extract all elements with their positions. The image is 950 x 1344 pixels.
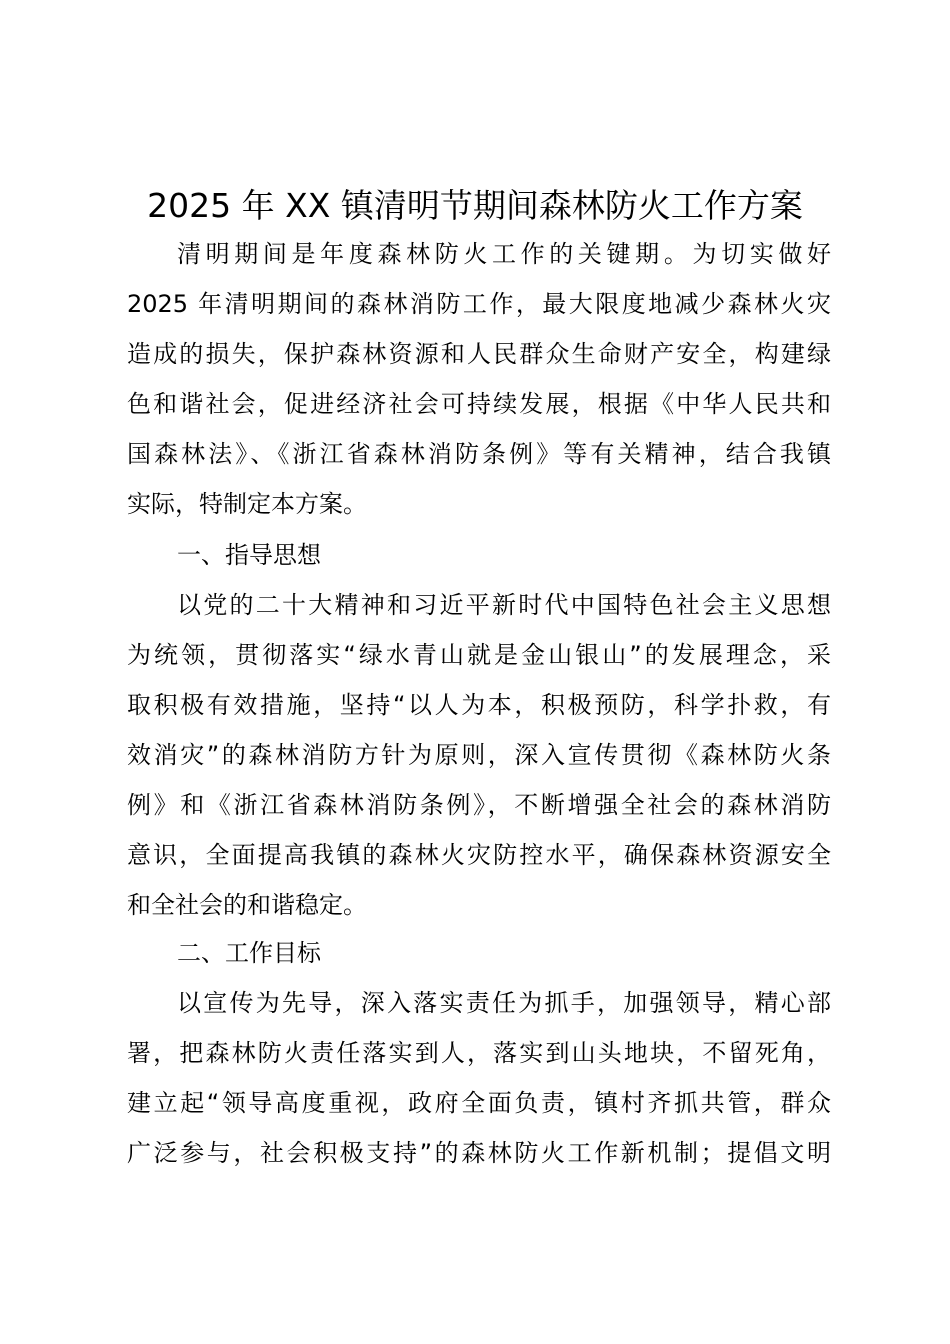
intro-line-2: 2025 年清明期间的森林消防工作，最大限度地减少森林火灾 (127, 290, 831, 318)
section-1-line-6: 意识，全面提高我镇的森林火灾防控水平，确保森林资源安全 (127, 841, 831, 869)
section-1-line-1: 以党的二十大精神和习近平新时代中国特色社会主义思想 (177, 591, 831, 619)
section-2-line-2: 署，把森林防火责任落实到人，落实到山头地块，不留死角， (127, 1039, 831, 1067)
section-2-heading: 二、工作目标 (177, 939, 321, 967)
section-1-line-3: 取积极有效措施，坚持“以人为本，积极预防，科学扑救，有 (127, 691, 831, 719)
document-title: 2025 年 XX 镇清明节期间森林防火工作方案 (147, 186, 803, 225)
section-1-line-7: 和全社会的和谐稳定。 (127, 891, 367, 919)
intro-line-1: 清明期间是年度森林防火工作的关键期。为切实做好 (177, 240, 831, 268)
intro-line-4: 色和谐社会，促进经济社会可持续发展，根据《中华人民共和 (127, 390, 831, 418)
section-2-line-4: 广泛参与，社会积极支持”的森林防火工作新机制；提倡文明 (127, 1139, 831, 1167)
section-1-heading: 一、指导思想 (177, 541, 321, 569)
section-2-line-3: 建立起“领导高度重视，政府全面负责，镇村齐抓共管，群众 (127, 1089, 831, 1117)
section-2-line-1: 以宣传为先导，深入落实责任为抓手，加强领导，精心部 (177, 989, 831, 1017)
intro-line-3: 造成的损失，保护森林资源和人民群众生命财产安全，构建绿 (127, 340, 831, 368)
section-1-line-2: 为统领，贯彻落实“绿水青山就是金山银山”的发展理念，采 (127, 641, 831, 669)
intro-line-5: 国森林法》、《浙江省森林消防条例》等有关精神，结合我镇 (127, 440, 831, 468)
section-1-line-5: 例》和《浙江省森林消防条例》，不断增强全社会的森林消防 (127, 791, 831, 819)
intro-line-6: 实际，特制定本方案。 (127, 490, 367, 518)
section-1-line-4: 效消灾”的森林消防方针为原则，深入宣传贯彻《森林防火条 (127, 741, 831, 769)
